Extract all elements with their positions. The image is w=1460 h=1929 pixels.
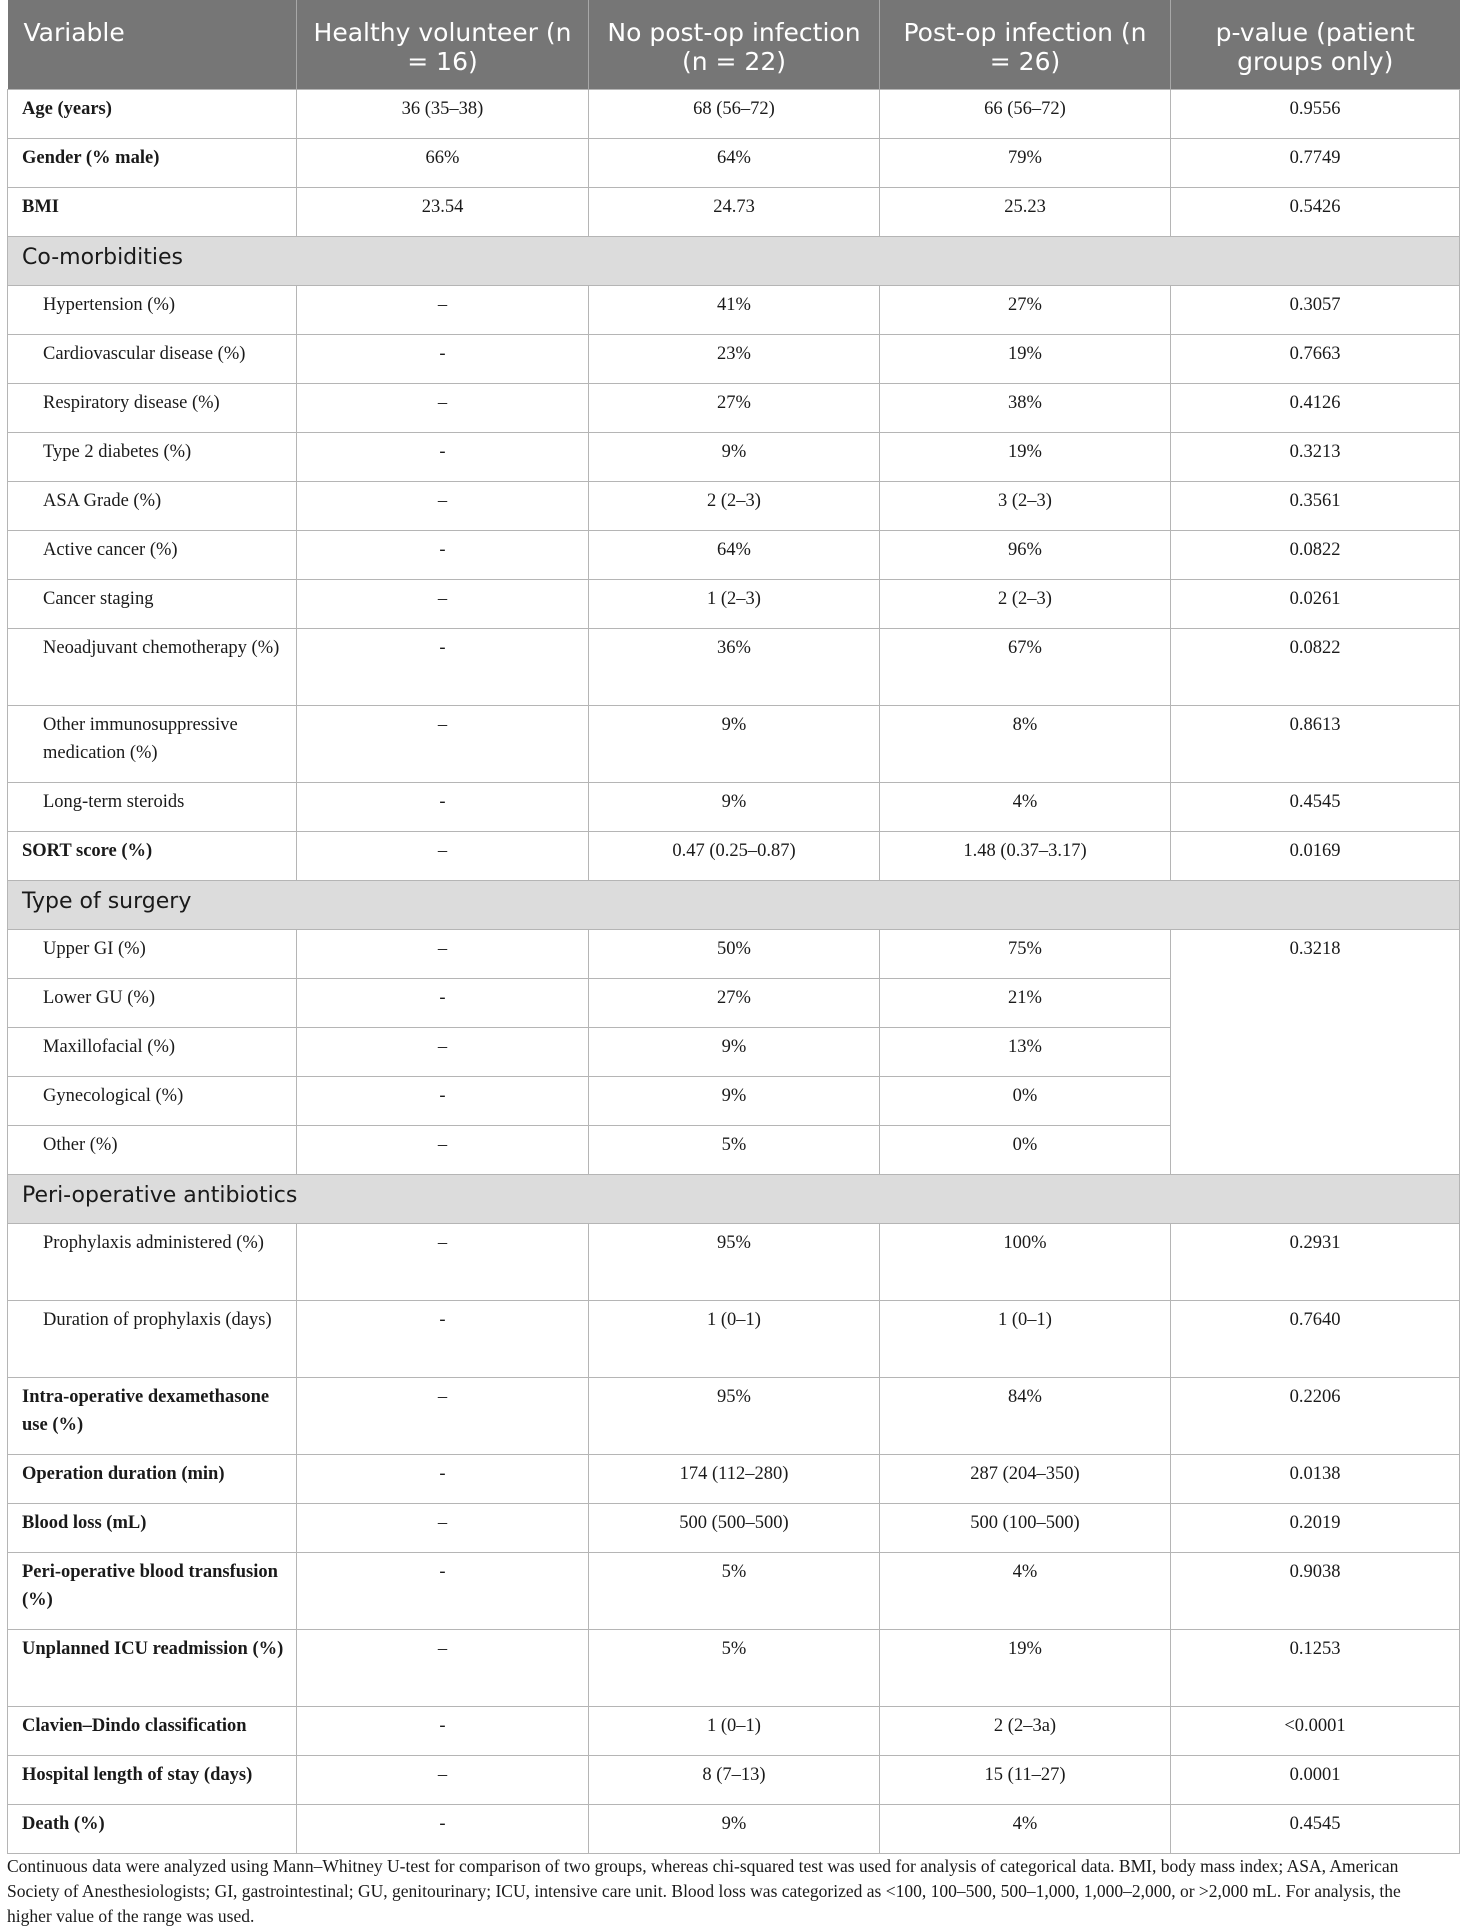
cell-infection: 2 (2–3): [880, 579, 1171, 628]
cell-no-infection: 9%: [589, 432, 880, 481]
cell-infection: 500 (100–500): [880, 1503, 1171, 1552]
cell-healthy: -: [297, 978, 589, 1027]
cell-healthy: –: [297, 705, 589, 782]
cell-no-infection: 27%: [589, 978, 880, 1027]
row-label: Hypertension (%): [8, 285, 297, 334]
table-row: [8, 1503, 1460, 1552]
section-row-comorbidities: [8, 236, 1460, 285]
cell-no-infection: 0.47 (0.25–0.87): [589, 831, 880, 880]
cell-healthy: -: [297, 1552, 589, 1629]
cell-infection: 0%: [880, 1076, 1171, 1125]
cell-healthy: –: [297, 929, 589, 978]
cell-no-infection: 5%: [589, 1629, 880, 1706]
row-label: BMI: [8, 187, 297, 236]
cell-healthy: -: [297, 1804, 589, 1853]
cell-p-value: 0.0169: [1171, 831, 1460, 880]
cell-p-value: 0.7749: [1171, 138, 1460, 187]
row-label: Death (%): [8, 1804, 297, 1853]
cell-infection: 15 (11–27): [880, 1755, 1171, 1804]
cell-healthy: -: [297, 530, 589, 579]
cell-no-infection: 64%: [589, 138, 880, 187]
row-label: Peri-operative blood transfusion (%): [8, 1552, 297, 1629]
cell-no-infection: 23%: [589, 334, 880, 383]
cell-healthy: –: [297, 1223, 589, 1300]
table-row: [8, 383, 1460, 432]
cell-infection: 96%: [880, 530, 1171, 579]
row-label: Clavien–Dindo classification: [8, 1706, 297, 1755]
cell-no-infection: 9%: [589, 1804, 880, 1853]
cell-healthy: –: [297, 285, 589, 334]
row-label: Upper GI (%): [8, 929, 297, 978]
cell-p-value: 0.4126: [1171, 383, 1460, 432]
cell-p-value: 0.0822: [1171, 628, 1460, 705]
cell-no-infection: 9%: [589, 1027, 880, 1076]
cell-p-value: 0.7640: [1171, 1300, 1460, 1377]
cell-no-infection: 174 (112–280): [589, 1454, 880, 1503]
cell-no-infection: 9%: [589, 705, 880, 782]
section-row-surgery: [8, 880, 1460, 929]
cell-healthy: –: [297, 1125, 589, 1174]
cell-healthy: –: [297, 1503, 589, 1552]
cell-infection: 66 (56–72): [880, 89, 1171, 138]
cell-p-value: 0.4545: [1171, 1804, 1460, 1853]
cell-healthy: –: [297, 481, 589, 530]
table-row: [8, 1454, 1460, 1503]
cell-p-value-merged: 0.3218: [1171, 929, 1460, 1174]
row-label: Lower GU (%): [8, 978, 297, 1027]
cell-infection: 1 (0–1): [880, 1300, 1171, 1377]
cell-infection: 19%: [880, 334, 1171, 383]
row-label: Age (years): [8, 89, 297, 138]
table-row: [8, 579, 1460, 628]
table-footnote: Continuous data were analyzed using Mann–Whitney U-test for comparison of two groups, whereas chi-squared test was used for analysis of categorical data. BMI, body mass index; ASA, American Society of Anesthesiologists; GI, gastrointestinal; GU, genitourinary; ICU, intensive care unit. Blood loss was categorized as <100, 100–500, 500–1,000, 1,000–2,000, or >2,000 mL. For analysis, the higher value of the range was used.: [7, 1855, 1401, 1926]
cell-infection: 38%: [880, 383, 1171, 432]
patient-characteristics-table: [7, 0, 1460, 1854]
cell-infection: 13%: [880, 1027, 1171, 1076]
row-label: Long-term steroids: [8, 782, 297, 831]
table-row: [8, 929, 1460, 978]
cell-healthy: –: [297, 1027, 589, 1076]
cell-healthy: 36 (35–38): [297, 89, 589, 138]
cell-p-value: 0.9556: [1171, 89, 1460, 138]
cell-infection: 84%: [880, 1377, 1171, 1454]
cell-no-infection: 5%: [589, 1125, 880, 1174]
row-label: Cardiovascular disease (%): [8, 334, 297, 383]
cell-infection: 27%: [880, 285, 1171, 334]
cell-infection: 79%: [880, 138, 1171, 187]
cell-p-value: 0.8613: [1171, 705, 1460, 782]
row-label: Maxillofacial (%): [8, 1027, 297, 1076]
row-label: Cancer staging: [8, 579, 297, 628]
row-label: Respiratory disease (%): [8, 383, 297, 432]
cell-p-value: 0.3057: [1171, 285, 1460, 334]
cell-no-infection: 27%: [589, 383, 880, 432]
cell-infection: 4%: [880, 1804, 1171, 1853]
cell-p-value: 0.5426: [1171, 187, 1460, 236]
cell-no-infection: 1 (2–3): [589, 579, 880, 628]
cell-no-infection: 64%: [589, 530, 880, 579]
table-row: [8, 1377, 1460, 1454]
cell-infection: 2 (2–3a): [880, 1706, 1171, 1755]
row-label: Blood loss (mL): [8, 1503, 297, 1552]
row-label: Neoadjuvant chemotherapy (%): [8, 628, 297, 705]
cell-healthy: -: [297, 432, 589, 481]
section-heading: Peri-operative antibiotics: [8, 1174, 1460, 1223]
table-row: [8, 285, 1460, 334]
cell-no-infection: 41%: [589, 285, 880, 334]
cell-p-value: 0.9038: [1171, 1552, 1460, 1629]
table-row: [8, 782, 1460, 831]
cell-healthy: -: [297, 628, 589, 705]
cell-infection: 100%: [880, 1223, 1171, 1300]
cell-healthy: -: [297, 334, 589, 383]
table-row: [8, 432, 1460, 481]
cell-no-infection: 36%: [589, 628, 880, 705]
cell-p-value: <0.0001: [1171, 1706, 1460, 1755]
cell-infection: 67%: [880, 628, 1171, 705]
table-row: [8, 831, 1460, 880]
table-row: [8, 705, 1460, 782]
row-label: Type 2 diabetes (%): [8, 432, 297, 481]
cell-p-value: 0.2206: [1171, 1377, 1460, 1454]
header-row: [8, 0, 1460, 89]
cell-no-infection: 500 (500–500): [589, 1503, 880, 1552]
table-row: [8, 481, 1460, 530]
header-infection: Post-op infection (n = 26): [880, 0, 1171, 89]
row-label: Unplanned ICU readmission (%): [8, 1629, 297, 1706]
row-label: Other immunosuppressive medication (%): [8, 705, 297, 782]
cell-infection: 287 (204–350): [880, 1454, 1171, 1503]
cell-p-value: 0.2931: [1171, 1223, 1460, 1300]
cell-no-infection: 95%: [589, 1377, 880, 1454]
cell-no-infection: 1 (0–1): [589, 1300, 880, 1377]
section-row-antibiotics: [8, 1174, 1460, 1223]
cell-no-infection: 50%: [589, 929, 880, 978]
cell-infection: 4%: [880, 1552, 1171, 1629]
section-heading: Co-morbidities: [8, 236, 1460, 285]
cell-no-infection: 2 (2–3): [589, 481, 880, 530]
cell-p-value: 0.4545: [1171, 782, 1460, 831]
cell-p-value: 0.7663: [1171, 334, 1460, 383]
cell-infection: 0%: [880, 1125, 1171, 1174]
cell-healthy: –: [297, 1377, 589, 1454]
table-row: [8, 1629, 1460, 1706]
cell-healthy: –: [297, 1755, 589, 1804]
cell-healthy: 66%: [297, 138, 589, 187]
cell-no-infection: 8 (7–13): [589, 1755, 880, 1804]
table-container: [7, 0, 1459, 1854]
cell-no-infection: 9%: [589, 782, 880, 831]
table-row: [8, 334, 1460, 383]
cell-healthy: –: [297, 579, 589, 628]
cell-p-value: 0.3213: [1171, 432, 1460, 481]
header-variable: Variable: [8, 0, 297, 89]
cell-infection: 1.48 (0.37–3.17): [880, 831, 1171, 880]
header-healthy-volunteer: Healthy volunteer (n = 16): [297, 0, 589, 89]
cell-healthy: -: [297, 1454, 589, 1503]
header-no-infection: No post-op infection (n = 22): [589, 0, 880, 89]
table-row: [8, 1706, 1460, 1755]
row-label: Intra-operative dexamethasone use (%): [8, 1377, 297, 1454]
cell-healthy: –: [297, 383, 589, 432]
table-row: [8, 1552, 1460, 1629]
row-label: Other (%): [8, 1125, 297, 1174]
cell-no-infection: 24.73: [589, 187, 880, 236]
cell-p-value: 0.0001: [1171, 1755, 1460, 1804]
cell-no-infection: 1 (0–1): [589, 1706, 880, 1755]
cell-p-value: 0.2019: [1171, 1503, 1460, 1552]
row-label: Duration of prophylaxis (days): [8, 1300, 297, 1377]
cell-no-infection: 68 (56–72): [589, 89, 880, 138]
row-label: Hospital length of stay (days): [8, 1755, 297, 1804]
table-row: [8, 187, 1460, 236]
table-row: [8, 1223, 1460, 1300]
cell-healthy: -: [297, 1706, 589, 1755]
cell-healthy: -: [297, 1076, 589, 1125]
row-label: Prophylaxis administered (%): [8, 1223, 297, 1300]
row-label: Active cancer (%): [8, 530, 297, 579]
row-label: ASA Grade (%): [8, 481, 297, 530]
cell-p-value: 0.1253: [1171, 1629, 1460, 1706]
section-heading: Type of surgery: [8, 880, 1460, 929]
cell-infection: 3 (2–3): [880, 481, 1171, 530]
cell-infection: 19%: [880, 432, 1171, 481]
table-row: [8, 89, 1460, 138]
cell-infection: 19%: [880, 1629, 1171, 1706]
cell-no-infection: 5%: [589, 1552, 880, 1629]
cell-infection: 75%: [880, 929, 1171, 978]
cell-no-infection: 95%: [589, 1223, 880, 1300]
table-row: [8, 628, 1460, 705]
table-row: [8, 138, 1460, 187]
cell-infection: 8%: [880, 705, 1171, 782]
header-p-value: p-value (patient groups only): [1171, 0, 1460, 89]
table-row: [8, 1755, 1460, 1804]
cell-healthy: -: [297, 1300, 589, 1377]
table-row: [8, 1804, 1460, 1853]
row-label: Gender (% male): [8, 138, 297, 187]
row-label: Operation duration (min): [8, 1454, 297, 1503]
cell-no-infection: 9%: [589, 1076, 880, 1125]
cell-infection: 21%: [880, 978, 1171, 1027]
cell-p-value: 0.0822: [1171, 530, 1460, 579]
cell-p-value: 0.0138: [1171, 1454, 1460, 1503]
cell-healthy: 23.54: [297, 187, 589, 236]
cell-infection: 25.23: [880, 187, 1171, 236]
table-body: [8, 89, 1460, 1853]
table-header: [8, 0, 1460, 89]
cell-healthy: -: [297, 782, 589, 831]
cell-p-value: 0.3561: [1171, 481, 1460, 530]
table-row: [8, 530, 1460, 579]
row-label: SORT score (%): [8, 831, 297, 880]
row-label: Gynecological (%): [8, 1076, 297, 1125]
cell-infection: 4%: [880, 782, 1171, 831]
cell-healthy: –: [297, 831, 589, 880]
cell-p-value: 0.0261: [1171, 579, 1460, 628]
table-row: [8, 1300, 1460, 1377]
cell-healthy: –: [297, 1629, 589, 1706]
